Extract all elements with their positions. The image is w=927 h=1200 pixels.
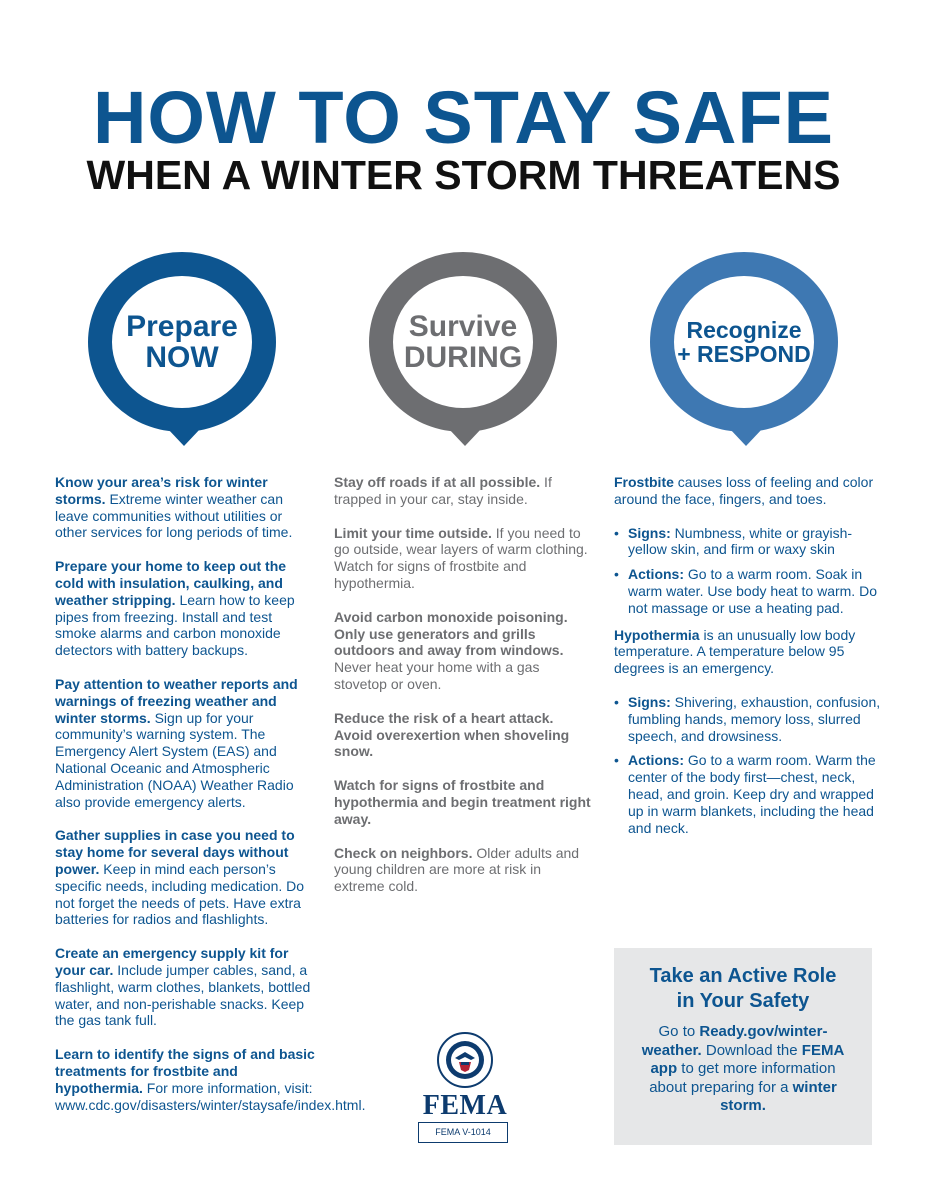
tip-text: Extreme winter weather can leave communities without utilities or other services for long periods of time. [55,490,293,541]
panel-text: Go to [658,1023,700,1040]
down-arrow-icon [448,428,482,446]
recognize-respond-ring [650,252,838,432]
fema-wordmark: FEMA [422,1090,508,1121]
tip-text: Sign up for your community’s warning system. The Emergency Alert System (EAS) and National Oceanic and Atmospheric Administration (NOAA) Weather Radio also provide emergency alerts. [55,709,294,810]
tip-heading: Know your area’s risk for winter storms. [55,474,268,507]
tip-heading: Limit your time outside. [334,524,492,541]
frostbite-description [614,474,884,508]
bullet-label: Signs: [628,693,671,710]
down-arrow-icon [729,428,763,446]
down-arrow-icon [167,428,201,446]
panel-title-line1: Take an Active Role [649,965,837,987]
panel-body [614,1023,872,1116]
condition-text: causes loss of feeling and color around the face, fingers, and toes. [614,474,874,507]
ring-label-line2: NOW [145,341,219,374]
hypothermia-description [614,627,884,677]
survive-tip [334,710,594,760]
tip-text: Never heat your home with a gas stovetop or oven. [334,659,540,692]
fema-app-link[interactable]: FEMA app [650,1041,845,1077]
condition-name: Frostbite [614,474,674,490]
ring-label-line2: DURING [403,341,523,374]
tip-heading: Learn to identify the signs of and basic treatments for frostbite and hypothermia. [55,1046,315,1096]
page-title: HOW TO STAY SAFE [92,76,835,159]
bullet-text: Go to a warm room. Soak in warm water. Use body heat to warm. Do not massage or use a heating pad. [628,566,877,616]
survive-tip [334,777,594,827]
list-item [614,752,884,836]
list-item [614,566,884,616]
survive-tip [334,845,594,895]
panel-title-line2: in Your Safety [676,990,810,1012]
survive-tip [334,609,594,693]
tip-heading: Prepare your home to keep out the cold with insulation, caulking, and weather stripping. [55,558,287,608]
bullet-label: Actions: [628,752,684,769]
prepare-now-ring [88,252,276,432]
panel-text: Download the [701,1041,802,1059]
prepare-tip [55,474,315,541]
tip-heading: Create an emergency supply kit for your car. [55,945,289,978]
tip-text: If trapped in your car, stay inside. [334,474,552,507]
tip-heading: Reduce the risk of a heart attack. Avoid overexertion when shoveling snow. [334,709,570,760]
ring-label-line1: Recognize [686,316,802,343]
bullet-text: Go to a warm room. Warm the center of the body first—chest, neck, head, and groin. Keep dry and wrapped up in warm blankets, including the head and neck. [628,752,876,836]
list-item [614,694,884,744]
tip-heading: Gather supplies in case you need to stay home for several days without power. [55,827,295,877]
tip-heading: Avoid carbon monoxide poisoning. Only use generators and grills outdoors and away from windows. [334,608,568,659]
ring-label-line1: Prepare [126,309,238,343]
tip-heading: Check on neighbors. [334,844,473,861]
ring-label-line2: + RESPOND [677,341,811,367]
panel-title [614,964,872,1014]
prepare-column [55,474,366,1130]
prepare-tip [55,558,315,659]
publication-code: FEMA V-1014 [418,1122,508,1143]
bullet-label: Actions: [628,566,684,583]
tip-heading: Stay off roads if at all possible. [334,474,541,490]
tip-heading: Watch for signs of frostbite and hypothermia and begin treatment right away. [334,777,591,827]
survive-column [334,474,594,912]
respond-column [614,474,884,846]
tip-text: For more information, visit: www.cdc.gov/disasters/winter/staysafe/index.html. [55,1079,366,1113]
prepare-tip [55,827,315,928]
tip-text: If you need to go outside, wear layers of warm clothing. Watch for signs of frostbite and hypothermia. [334,524,588,591]
frostbite-list [614,525,884,617]
prepare-tip [55,1046,366,1113]
page-subtitle: WHEN A WINTER STORM THREATENS [86,152,841,198]
condition-name: Hypothermia [614,626,700,643]
condition-text: is an unusually low body temperature. A temperature below 95 degrees is an emergency. [614,626,856,677]
panel-text: to get more information about preparing for a [649,1060,836,1096]
tip-text: Keep in mind each person’s specific needs, including medication. Do not forget the needs of pets. Have extra batteries for radios and flashlights. [55,860,305,928]
tip-text: Learn how to keep pipes from freezing. Install and test smoke alarms and carbon monoxide detectors with battery backups. [55,591,295,659]
ready-gov-link[interactable]: Ready.gov/winter-weather. [641,1023,828,1059]
bullet-text: Numbness, white or grayish-yellow skin, and firm or waxy skin [628,524,853,558]
active-role-panel [614,948,872,1145]
panel-emphasis: winter storm. [720,1078,837,1114]
tip-text: Include jumper cables, sand, a flashlight, warm clothes, blankets, bottled water, and non-perishable snacks. Keep the gas tank full. [55,961,311,1029]
tip-text: Older adults and young children are more at risk in extreme cold. [334,844,580,895]
survive-tip [334,474,594,508]
tip-heading: Pay attention to weather reports and warnings of freezing weather and winter storms. [55,675,298,726]
hypothermia-list [614,694,884,836]
prepare-tip [55,945,315,1029]
dhs-seal-icon [437,1032,493,1088]
survive-during-ring [369,252,557,432]
survive-tip [334,525,594,592]
bullet-text: Shivering, exhaustion, confusion, fumbling hands, memory loss, slurred speech, and drowsiness. [628,693,881,744]
bullet-label: Signs: [628,524,671,541]
ring-label-line1: Survive [408,309,518,343]
prepare-tip [55,676,315,810]
list-item [614,525,884,559]
